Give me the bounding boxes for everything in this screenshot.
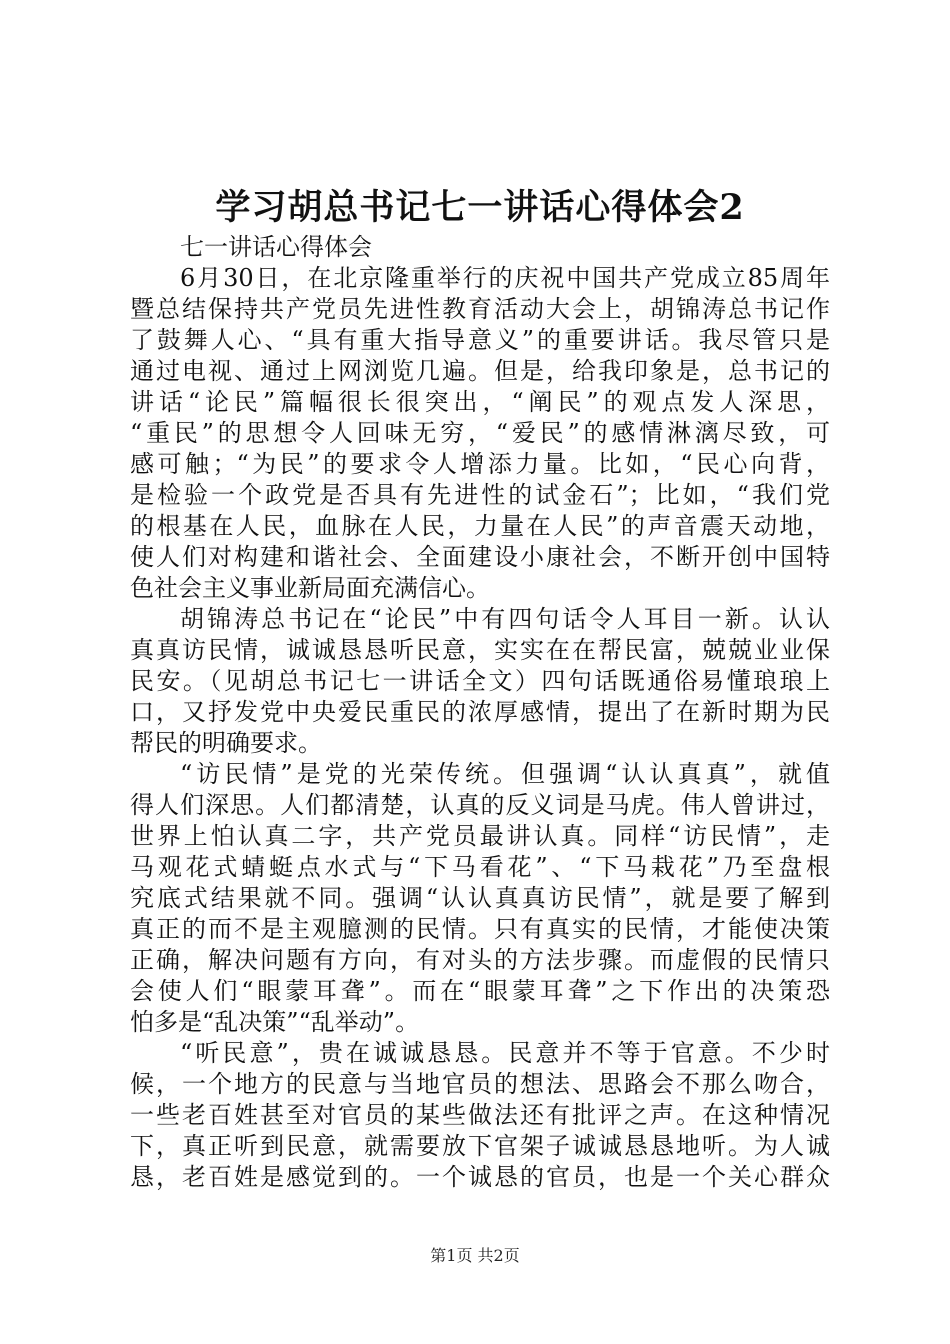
paragraph-line: “听民意”，贵在诚诚恳恳。民意并不等于官意。不少时 (180, 1039, 830, 1067)
paragraph-line: 讲话“论民”篇幅很长很突出，“阐民”的观点发人深思， (130, 388, 830, 416)
paragraph-line: 民安。（见胡总书记七一讲话全文）四句话既通俗易懂琅琅上 (130, 667, 830, 695)
page-footer: 第1页 共2页 (430, 1246, 520, 1265)
paragraph (130, 1038, 830, 1193)
paragraph-line: 的根基在人民，血脉在人民，力量在人民”的声音震天动地， (130, 512, 830, 540)
paragraph (130, 604, 830, 759)
paragraph-line: 真正的而不是主观臆测的民情。只有真实的民情，才能使决策 (130, 915, 830, 943)
paragraph-line: 下，真正听到民意，就需要放下官架子诚诚恳恳地听。为人诚 (130, 1132, 830, 1160)
paragraph-line: 真真访民情，诚诚恳恳听民意，实实在在帮民富，兢兢业业保 (130, 636, 830, 664)
paragraph (130, 759, 830, 1038)
paragraph-line: “访民情”是党的光荣传统。但强调“认认真真”，就值 (180, 760, 830, 788)
paragraph-line: 一些老百姓甚至对官员的某些做法还有批评之声。在这种情况 (130, 1101, 830, 1129)
paragraph (130, 263, 830, 604)
paragraph-line: 马观花式蜻蜓点水式与“下马看花”、“下马栽花”乃至盘根 (130, 853, 830, 881)
paragraph-line: 世界上怕认真二字，共产党员最讲认真。同样“访民情”，走 (130, 822, 830, 850)
document-title: 学习胡总书记七一讲话心得体会2 (215, 187, 745, 228)
paragraph-line: 暨总结保持共产党员先进性教育活动大会上，胡锦涛总书记作 (130, 295, 830, 323)
paragraph-line: 恳，老百姓是感觉到的。一个诚恳的官员，也是一个关心群众 (130, 1163, 830, 1191)
paragraph-line: 会使人们“眼蒙耳聋”。而在“眼蒙耳聋”之下作出的决策恐 (130, 977, 830, 1005)
paragraph-line: 帮民的明确要求。 (130, 729, 322, 757)
document-body (130, 232, 830, 1193)
paragraph-line: 6月30日，在北京隆重举行的庆祝中国共产党成立85周年 (180, 264, 830, 292)
paragraph-line: 是检验一个政党是否具有先进性的试金石”；比如，“我们党 (130, 481, 830, 509)
paragraph-line: 正确，解决问题有方向，有对头的方法步骤。而虚假的民情只 (130, 946, 830, 974)
paragraph-line: 色社会主义事业新局面充满信心。 (130, 574, 490, 602)
paragraph-line: 了鼓舞人心、“具有重大指导意义”的重要讲话。我尽管只是 (130, 326, 830, 354)
paragraph-line: 怕多是“乱决策”“乱举动”。 (130, 1008, 420, 1036)
paragraph-line: 感可触；“为民”的要求令人增添力量。比如，“民心向背， (130, 450, 830, 478)
paragraph-line: 得人们深思。人们都清楚，认真的反义词是马虎。伟人曾讲过， (130, 791, 830, 819)
paragraph-line: 候，一个地方的民意与当地官员的想法、思路会不那么吻合， (130, 1070, 830, 1098)
paragraph-line: “重民”的思想令人回味无穷，“爱民”的感情淋漓尽致，可 (130, 419, 830, 447)
paragraph-line: 胡锦涛总书记在“论民”中有四句话令人耳目一新。认认 (180, 605, 830, 633)
paragraph-line: 使人们对构建和谐社会、全面建设小康社会，不断开创中国特 (130, 543, 830, 571)
document-subtitle: 七一讲话心得体会 (180, 233, 372, 261)
paragraph-line: 口，又抒发党中央爱民重民的浓厚感情，提出了在新时期为民 (130, 698, 830, 726)
paragraph-line: 通过电视、通过上网浏览几遍。但是，给我印象是，总书记的 (130, 357, 830, 385)
paragraph-line: 究底式结果就不同。强调“认认真真访民情”，就是要了解到 (130, 884, 830, 912)
